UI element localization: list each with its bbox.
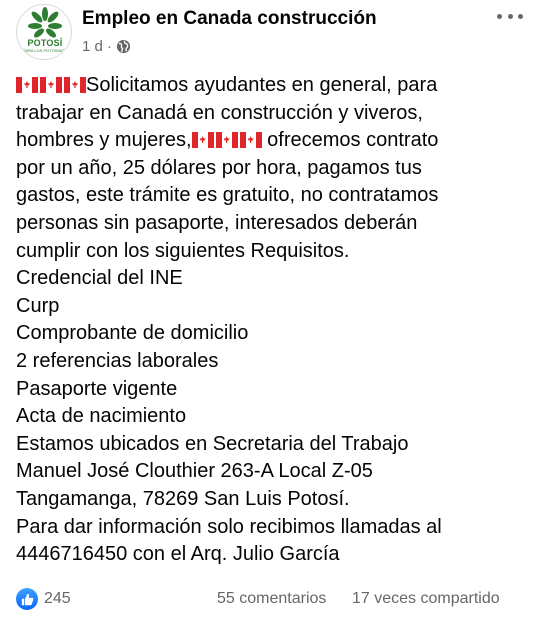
requirement-acta: Acta de nacimiento xyxy=(16,405,187,428)
page-name-link[interactable]: Empleo en Canada construcción xyxy=(82,8,377,29)
requirement-domicilio: Comprobante de domicilio xyxy=(16,322,249,345)
comments-count[interactable]: 55 comentarios xyxy=(217,590,327,607)
post-header xyxy=(0,0,537,70)
post-text: ofrecemos contrato xyxy=(261,129,439,152)
likes-count[interactable]: 245 xyxy=(44,590,71,607)
globe-icon[interactable] xyxy=(116,39,131,54)
post-footer xyxy=(0,586,537,616)
post-line-4: por un año, 25 dólares por hora, pagamos tus xyxy=(16,156,422,179)
canada-flag-icon xyxy=(64,77,86,93)
contact-line-1: Para dar información solo recibimos llamadas al xyxy=(16,515,442,538)
post-line-7: cumplir con los siguientes Requisitos. xyxy=(16,239,350,262)
post-line-5: gastos, este trámite es gratuito, no contratamos xyxy=(16,184,439,207)
post-line-6: personas sin pasaporte, interesados deberán xyxy=(16,211,418,234)
post-line-3 xyxy=(16,127,528,155)
avatar-logo-subtext: PARA LOS POTOSINOS xyxy=(22,48,68,53)
dot xyxy=(518,14,523,19)
dot xyxy=(508,14,513,19)
thumbs-up-icon xyxy=(21,593,34,606)
address-line-2: Manuel José Clouthier 263-A Local Z-05 xyxy=(16,460,373,483)
post-body xyxy=(16,72,528,569)
like-icon[interactable] xyxy=(16,588,38,610)
requirement-pasaporte: Pasaporte vigente xyxy=(16,377,178,400)
address-line-3: Tangamanga, 78269 San Luis Potosí. xyxy=(16,487,350,510)
requirement-curp: Curp xyxy=(16,294,60,317)
canada-flag-icon xyxy=(216,132,238,148)
canada-flag-icon xyxy=(192,132,214,148)
requirement-ine: Credencial del INE xyxy=(16,267,183,290)
requirement-referencias: 2 referencias laborales xyxy=(16,349,219,372)
canada-flag-icon xyxy=(16,77,38,93)
canada-flag-icon xyxy=(40,77,62,93)
page-avatar[interactable] xyxy=(16,4,72,60)
canada-flag-icon xyxy=(240,132,262,148)
contact-line-2: 4446716450 con el Arq. Julio García xyxy=(16,543,340,566)
dot xyxy=(497,14,502,19)
flags-group xyxy=(16,77,86,93)
post-text: hombres y mujeres, xyxy=(16,129,192,152)
meta-separator: · xyxy=(106,38,112,55)
post-meta xyxy=(82,38,131,55)
avatar-logo-text: POTOSÍ xyxy=(27,38,63,48)
post-time[interactable]: 1 d xyxy=(82,38,103,55)
flags-group xyxy=(192,132,262,148)
post-line-2: trabajar en Canadá en construcción y viveros, xyxy=(16,101,423,124)
leaf-logo-icon xyxy=(17,5,72,39)
post-line-1 xyxy=(16,72,528,100)
more-options-icon[interactable] xyxy=(497,6,523,26)
address-line-1: Estamos ubicados en Secretaria del Trabajo xyxy=(16,432,409,455)
post-text: Solicitamos ayudantes en general, para xyxy=(86,74,438,96)
shares-count[interactable]: 17 veces compartido xyxy=(352,590,500,607)
